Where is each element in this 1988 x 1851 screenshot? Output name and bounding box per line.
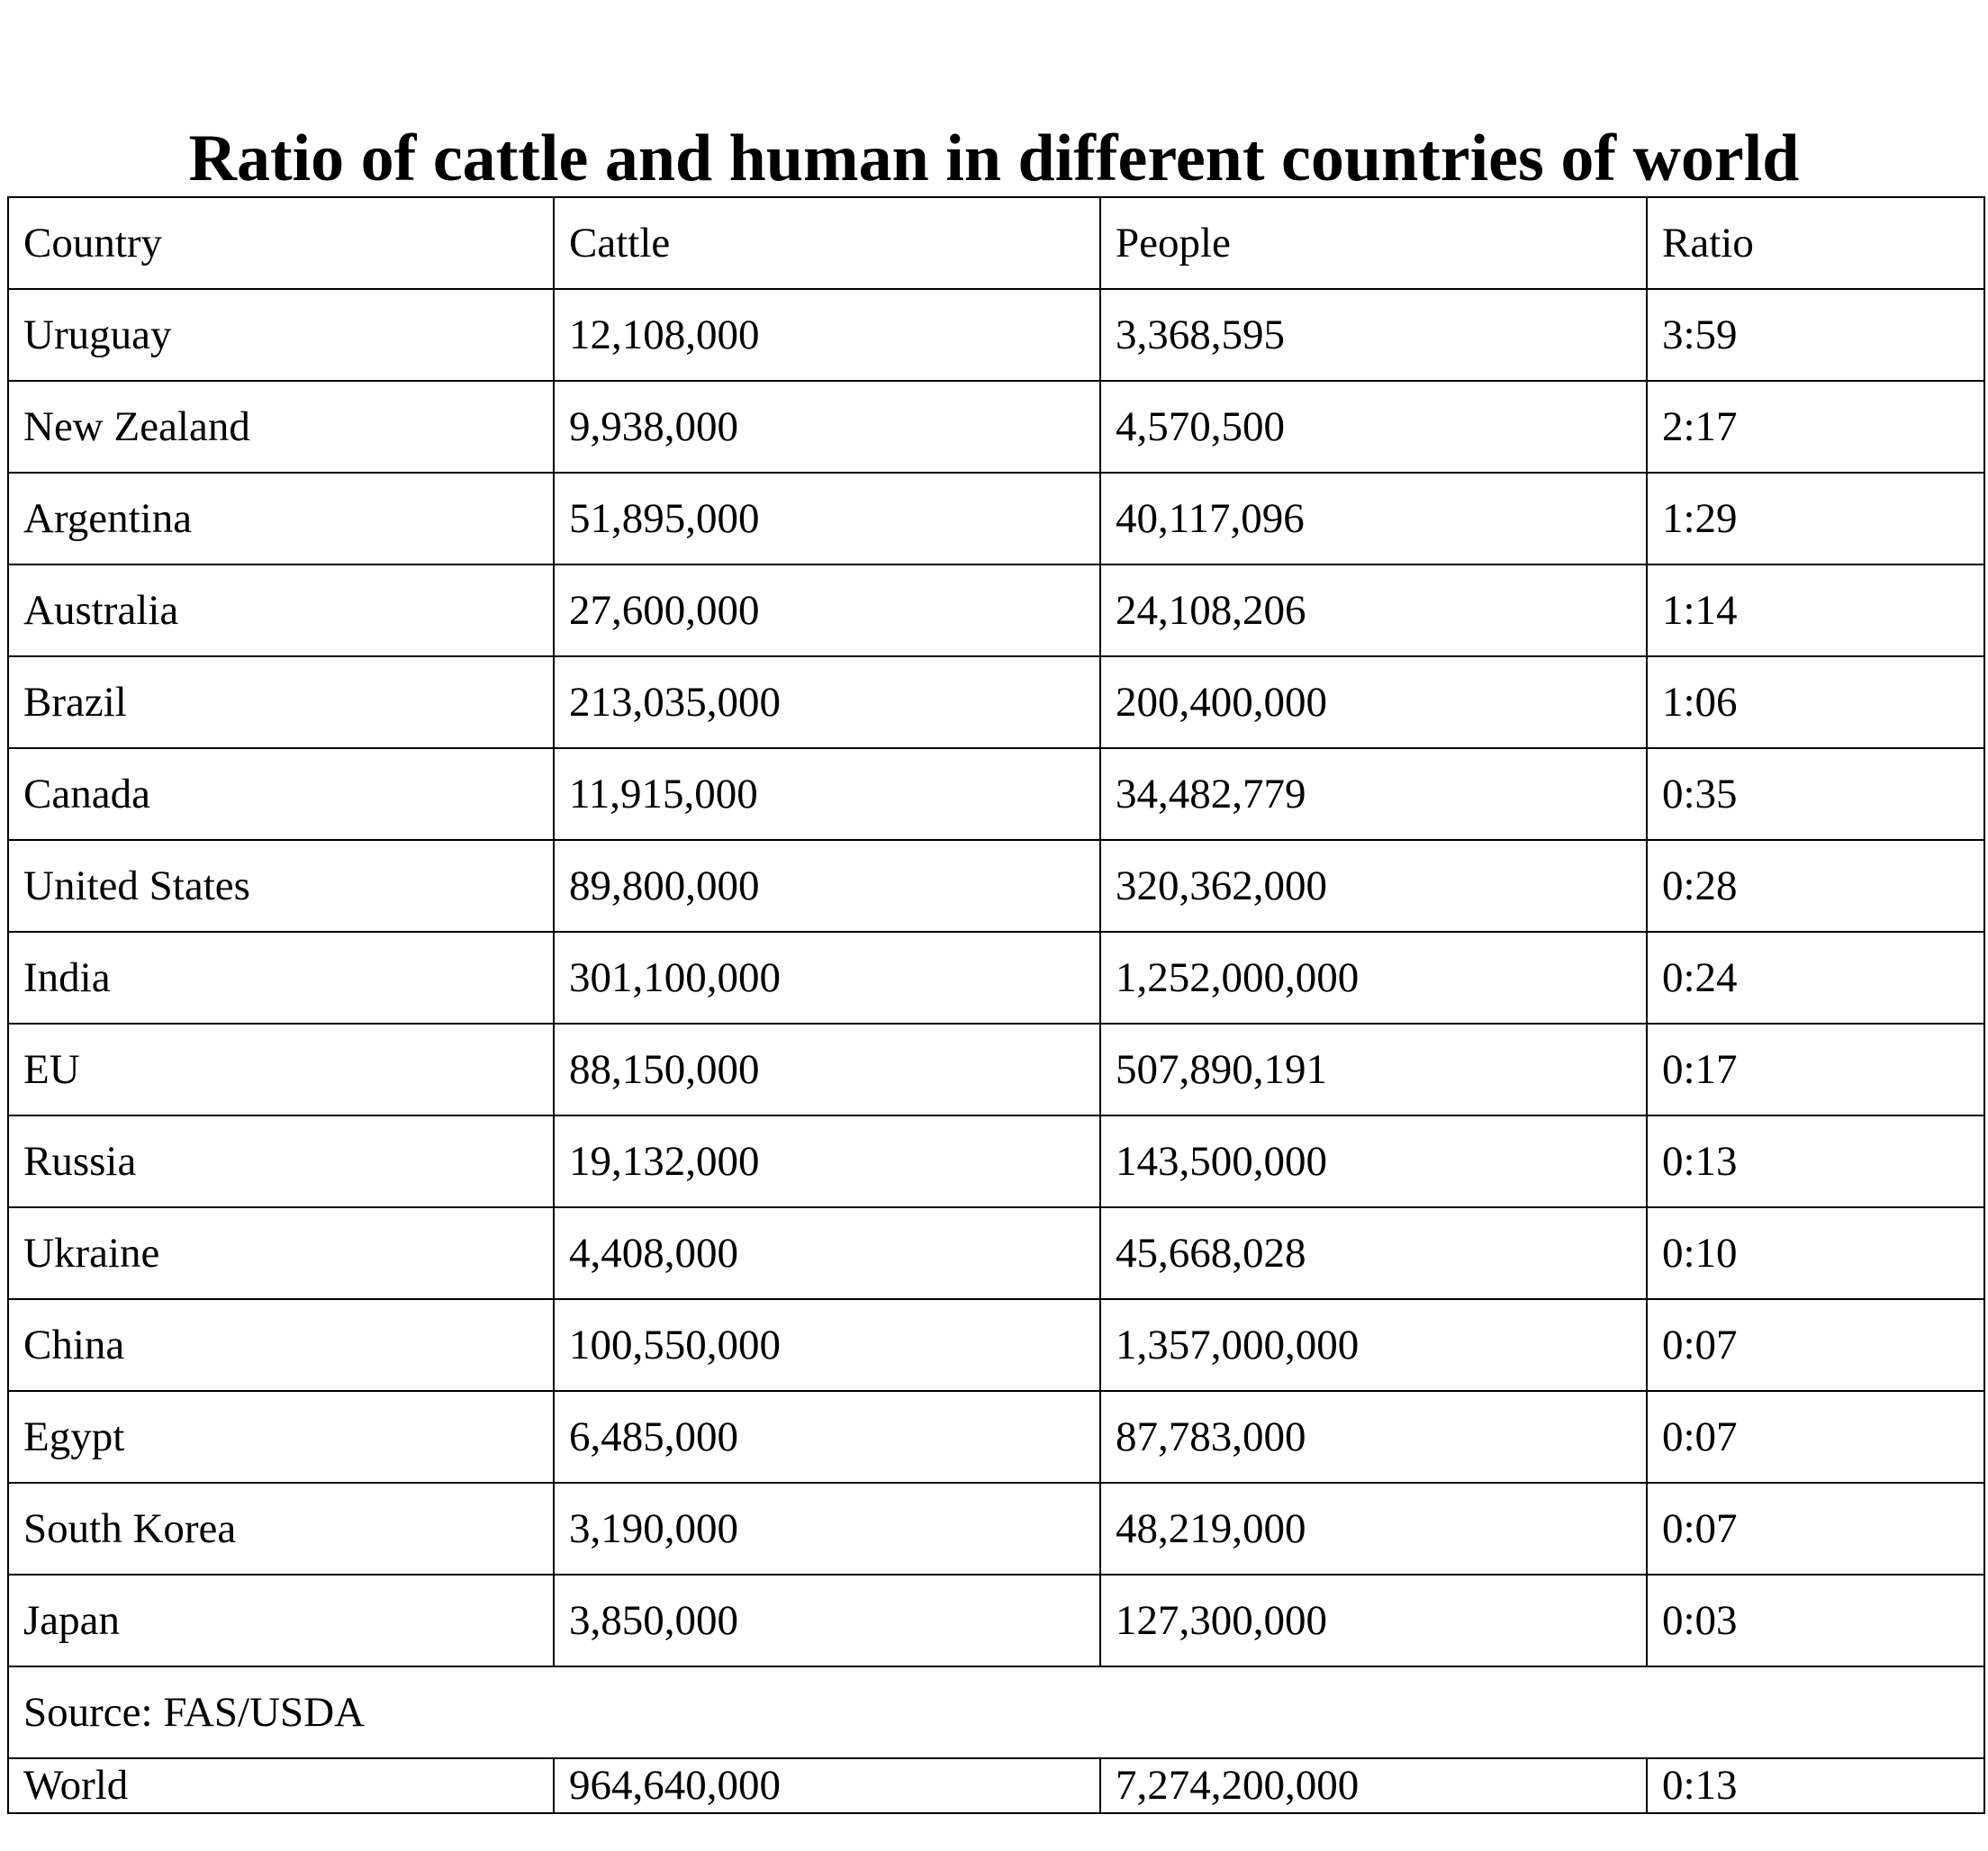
page-title: Ratio of cattle and human in different countries of world [188,122,1800,195]
cell-ratio: 2:17 [1647,381,1984,473]
cell-cattle: 51,895,000 [554,473,1100,564]
cell-people: 507,890,191 [1100,1024,1647,1115]
cell-people: 1,252,000,000 [1100,932,1647,1024]
cell-ratio: 0:13 [1647,1758,1984,1813]
cell-ratio: 0:13 [1647,1115,1984,1207]
cell-people: 48,219,000 [1100,1483,1647,1575]
cell-cattle: 9,938,000 [554,381,1100,473]
cell-ratio: 0:35 [1647,748,1984,840]
table-row [8,1391,1984,1483]
table-row [8,748,1984,840]
cell-country: Russia [8,1115,554,1207]
cell-cattle: 27,600,000 [554,564,1100,656]
cell-ratio: 0:03 [1647,1575,1984,1666]
table-row [8,289,1984,381]
table-row [8,1299,1984,1391]
cell-ratio: 0:07 [1647,1391,1984,1483]
world-total-row [8,1758,1984,1813]
cell-country: South Korea [8,1483,554,1575]
cattle-ratio-table [7,196,1985,1814]
cell-people: 1,357,000,000 [1100,1299,1647,1391]
table-body [8,197,1984,1813]
cell-cattle: 88,150,000 [554,1024,1100,1115]
cell-cattle: 19,132,000 [554,1115,1100,1207]
cell-people: 34,482,779 [1100,748,1647,840]
cell-people: 320,362,000 [1100,840,1647,932]
cell-country: Brazil [8,656,554,748]
table-row [8,473,1984,564]
cell-people: 7,274,200,000 [1100,1758,1647,1813]
cell-people: 4,570,500 [1100,381,1647,473]
cell-cattle: 964,640,000 [554,1758,1100,1813]
table-row [8,1115,1984,1207]
cell-country: United States [8,840,554,932]
header-ratio: Ratio [1647,197,1984,289]
cell-ratio: 0:24 [1647,932,1984,1024]
cell-cattle: 12,108,000 [554,289,1100,381]
cell-country: New Zealand [8,381,554,473]
cell-people: 200,400,000 [1100,656,1647,748]
table-row [8,656,1984,748]
cell-country: Australia [8,564,554,656]
table-header-row [8,197,1984,289]
cell-ratio: 0:17 [1647,1024,1984,1115]
cell-ratio: 0:10 [1647,1207,1984,1299]
cell-ratio: 0:07 [1647,1483,1984,1575]
table-row [8,1024,1984,1115]
table-row [8,932,1984,1024]
table-row [8,564,1984,656]
table-row [8,1575,1984,1666]
cell-cattle: 301,100,000 [554,932,1100,1024]
cell-people: 40,117,096 [1100,473,1647,564]
cell-country: Canada [8,748,554,840]
cell-ratio: 1:29 [1647,473,1984,564]
cell-country: World [8,1758,554,1813]
cell-ratio: 3:59 [1647,289,1984,381]
source-row [8,1666,1984,1758]
cell-country: Japan [8,1575,554,1666]
cell-country: Argentina [8,473,554,564]
cell-country: China [8,1299,554,1391]
cell-cattle: 6,485,000 [554,1391,1100,1483]
cell-people: 3,368,595 [1100,289,1647,381]
cell-ratio: 1:14 [1647,564,1984,656]
table-row [8,1207,1984,1299]
cell-people: 127,300,000 [1100,1575,1647,1666]
cell-cattle: 89,800,000 [554,840,1100,932]
cell-ratio: 0:07 [1647,1299,1984,1391]
header-cattle: Cattle [554,197,1100,289]
header-people: People [1100,197,1647,289]
cell-cattle: 11,915,000 [554,748,1100,840]
source-note: Source: FAS/USDA [8,1666,1984,1758]
cell-cattle: 4,408,000 [554,1207,1100,1299]
cell-country: Uruguay [8,289,554,381]
cell-country: India [8,932,554,1024]
cell-country: Ukraine [8,1207,554,1299]
cell-people: 24,108,206 [1100,564,1647,656]
header-country: Country [8,197,554,289]
table-row [8,381,1984,473]
cell-people: 45,668,028 [1100,1207,1647,1299]
cell-country: Egypt [8,1391,554,1483]
cell-ratio: 1:06 [1647,656,1984,748]
cell-cattle: 3,850,000 [554,1575,1100,1666]
table-row [8,1483,1984,1575]
cell-country: EU [8,1024,554,1115]
cell-cattle: 100,550,000 [554,1299,1100,1391]
table-row [8,840,1984,932]
cell-cattle: 3,190,000 [554,1483,1100,1575]
cell-cattle: 213,035,000 [554,656,1100,748]
cell-ratio: 0:28 [1647,840,1984,932]
cell-people: 143,500,000 [1100,1115,1647,1207]
cell-people: 87,783,000 [1100,1391,1647,1483]
